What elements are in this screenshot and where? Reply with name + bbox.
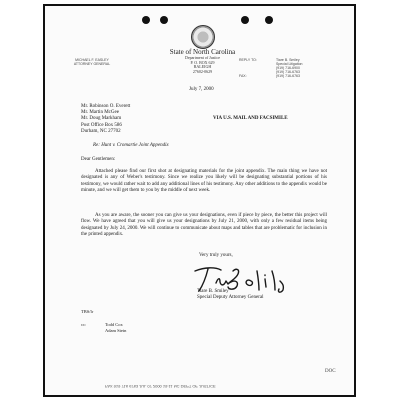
attorney-general-block: MICHAEL F. EASLEY ATTORNEY GENERAL xyxy=(73,58,111,66)
reply-to-label: REPLY TO: xyxy=(239,58,257,62)
salutation: Dear Gentlemen: xyxy=(81,157,116,162)
typist-initials: TBS/lr xyxy=(81,309,94,314)
letterhead-state-name: State of North Carolina xyxy=(169,48,236,56)
punch-hole xyxy=(160,16,168,24)
punch-hole xyxy=(142,16,150,24)
signer-name: Tiare B. Smiley xyxy=(197,289,229,294)
letter-date: July 7, 2000 xyxy=(189,87,214,92)
signer-block xyxy=(197,289,264,302)
body-paragraph: As you are aware, the sooner you can give us your designations, even if piece by piece, the better this project will flow. We have agreed that you will give us your designations by July 21, 2000, with only a few residual items being designated by July 24, 2000. We will continue to communicate about maps and tables that are problematic for inclusion in the printed appendix. xyxy=(81,213,327,238)
page-code: DOC xyxy=(325,369,336,374)
cc-label: cc: xyxy=(81,322,87,327)
state-seal-icon xyxy=(191,25,215,49)
delivery-method: VIA U.S. MAIL AND FACSIMILE xyxy=(213,116,288,121)
closing: Very truly yours, xyxy=(199,253,233,258)
re-line: Re: Hunt v. Cromartie Joint Appendix xyxy=(93,143,169,148)
recipient-address: Mr. Robinson O. Everett Mr. Martin McGee Mr. Doug Markham Post Office Box 586 Durham, NC 27702 xyxy=(81,104,131,134)
fax-label: FAX: xyxy=(239,74,247,78)
punch-hole xyxy=(265,16,273,24)
fax-number: (919) 716-6763 xyxy=(276,74,300,78)
cc-names: Todd Cox Adam Stein xyxy=(105,322,127,333)
signer-title: Special Deputy Attorney General xyxy=(197,295,264,301)
body-paragraph: Attached please find our first shot at designating materials for the joint appendix. The main thing we have not designated is any of Weber's testimony. Since we realize you likely will be designating substantial portions of his testimony, we would rather wait to add any additional lines of his testimony. Any other additions to the appendix would be minute, and we will get them to you by the middle of next week. xyxy=(81,169,327,194)
mirrored-fax-footer: FAX 919 716 6763 JUL 07 2000 15:11 NC DEPT OF JUSTICE xyxy=(105,384,216,389)
letterhead-department: Department of Justice P. O. BOX 629 RALEIGH 27602-0629 xyxy=(184,55,221,74)
punch-hole xyxy=(241,16,249,24)
reply-to-block: Tiare B. Smiley Special Litigation (919) 716-6900 (919) 716-6763 xyxy=(276,58,303,74)
letter-page xyxy=(43,4,356,397)
